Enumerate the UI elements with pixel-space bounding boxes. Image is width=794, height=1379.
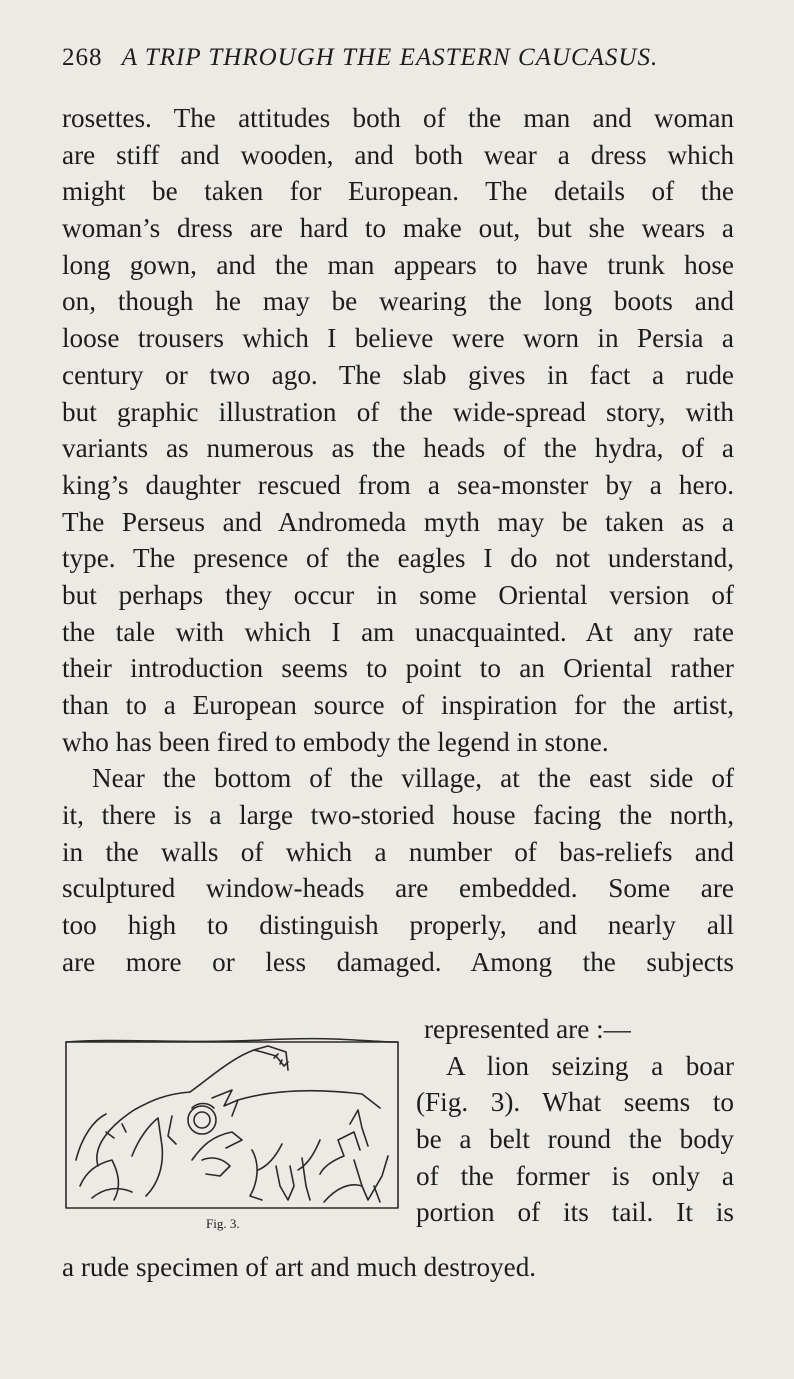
text-line: type. The presence of the eagles I do not understand, <box>62 543 734 574</box>
text-line: The Perseus and Andromeda myth may be taken as a <box>62 506 734 537</box>
text-line: of the former is only a <box>416 1160 734 1191</box>
final-text-line: a rude specimen of art and much destroyed. <box>62 1252 537 1282</box>
text-line: the tale with which I am unacquainted. At any rate <box>62 616 734 647</box>
text-line: sculptured window-heads are embedded. Some are <box>62 873 734 904</box>
text-line: their introduction seems to point to an Oriental rather <box>62 653 734 684</box>
text-line: than to a European source of inspiration for the artist, <box>62 690 734 720</box>
text-line: are more or less damaged. Among the subjects <box>62 946 734 977</box>
text-line: loose trousers which I believe were worn in Persia a <box>62 323 734 354</box>
text-line: might be taken for European. The details of the <box>62 176 734 207</box>
text-line: be a belt round the body <box>416 1124 734 1155</box>
text-line: century or two ago. The slab gives in fact a rude <box>62 359 734 390</box>
text-line: on, though he may be wearing the long boots and <box>62 286 734 317</box>
text-line: rosettes. The attitudes both of the man and woman <box>62 103 734 133</box>
figure-3-lion-boar-relief <box>62 1036 402 1212</box>
text-line: portion of its tail. It is <box>416 1197 734 1228</box>
page-number: 268 <box>62 44 103 71</box>
text-line: king’s daughter rescued from a sea-monster by a hero. <box>62 469 734 500</box>
running-header <box>62 44 742 72</box>
figure-caption: Fig. 3. <box>206 1216 240 1231</box>
text-line: A lion seizing a boar <box>446 1050 734 1081</box>
side-text-block <box>416 1011 734 1231</box>
text-line: variants as numerous as the heads of the hydra, of a <box>62 433 734 464</box>
paragraph-1 <box>62 100 734 981</box>
text-line: but graphic illustration of the wide-spread story, with <box>62 396 734 427</box>
text-line: Near the bottom of the village, at the east side of <box>92 763 734 794</box>
text-line: who has been fired to embody the legend in stone. <box>62 726 609 757</box>
text-line: but perhaps they occur in some Oriental version of <box>62 579 734 610</box>
text-line: represented are :— <box>424 1014 631 1044</box>
text-line: are stiff and wooden, and both wear a dress which <box>62 139 734 170</box>
running-title: A TRIP THROUGH THE EASTERN CAUCASUS. <box>121 44 659 71</box>
relief-drawing <box>62 1036 402 1212</box>
text-line: too high to distinguish properly, and nearly all <box>62 910 734 941</box>
text-line: (Fig. 3). What seems to <box>416 1087 734 1118</box>
text-line: woman’s dress are hard to make out, but she wears a <box>62 213 734 244</box>
text-line: it, there is a large two-storied house facing the north, <box>62 800 734 831</box>
text-line: long gown, and the man appears to have trunk hose <box>62 249 734 280</box>
text-line: in the walls of which a number of bas-reliefs and <box>62 836 734 867</box>
